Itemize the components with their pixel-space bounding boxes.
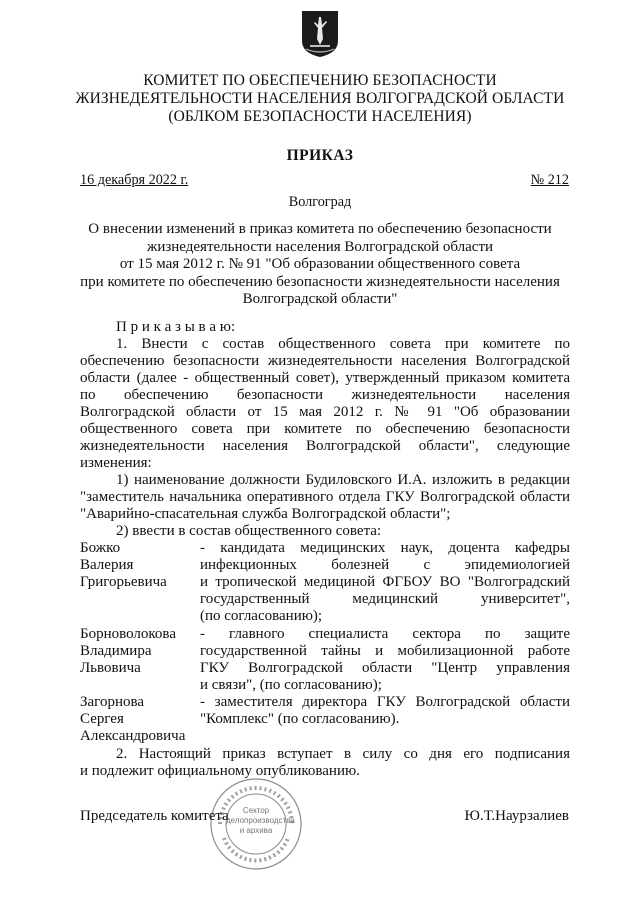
paragraph-line: обеспечению безопасности жизнедеятельности населения Волгоградской (80, 353, 570, 369)
document-subject (0, 221, 640, 309)
member-name-line: Владимира (80, 643, 152, 659)
document-city: Волгоград (288, 194, 352, 210)
committee-line: (ОБЛКОМ БЕЗОПАСНОСТИ НАСЕЛЕНИЯ) (168, 108, 472, 125)
member-name-line: Загорнова (80, 694, 145, 710)
subject-line: жизнедеятельности населения Волгоградской области (146, 238, 494, 255)
member-description (200, 540, 570, 625)
paragraph-line: 1. Внести с состав общественного совета при комитете по (116, 336, 570, 352)
member-desc-line: и тропической медициной ФГБОУ ВО "Волгоградский (200, 574, 570, 590)
stamp-text (226, 806, 295, 836)
member-name (80, 626, 200, 677)
member-name-line: Григорьевича (80, 574, 167, 590)
committee-line: КОМИТЕТ ПО ОБЕСПЕЧЕНИЮ БЕЗОПАСНОСТИ (143, 72, 497, 89)
committee-name (0, 72, 640, 126)
member-desc-line: - кандидата медицинских наук, доцента кафедры (200, 540, 570, 556)
paragraph-line: изменения: (80, 455, 152, 471)
member-name-line: Сергея (80, 711, 124, 727)
paragraph-line: и подлежит официальному опубликованию. (80, 763, 360, 779)
member-name (80, 540, 200, 591)
member-desc-line: - главного специалиста сектора по защите (200, 626, 570, 642)
order-word: П р и к а з ы в а ю: (116, 319, 236, 335)
document-number: № 212 (530, 172, 569, 188)
paragraph-line: области (далее - общественный совет), утвержденный приказом комитета (80, 370, 570, 386)
member-desc-line: ГКУ Волгоградской области "Центр управления (200, 660, 570, 676)
member-name-line: Божко (80, 540, 121, 556)
subject-line: О внесении изменений в приказ комитета по обеспечению безопасности (88, 221, 552, 237)
paragraph-line: "Аварийно-спасательная служба Волгоградской области"; (80, 506, 451, 522)
paragraph-line: общественного совета при комитете по обеспечению безопасности (80, 421, 570, 437)
paragraph-line: 1) наименование должности Будиловского И.А. изложить в редакции (116, 472, 570, 488)
member-desc-line: инфекционных болезней с эпидемиологией (200, 557, 570, 573)
member-name-line: Борноволокова (80, 626, 176, 642)
stamp-line: и архива (239, 826, 273, 835)
subitem-2: 2) ввести в состав общественного совета: (116, 523, 382, 539)
paragraph-line: по обеспечению безопасности жизнедеятельности населения (80, 387, 570, 403)
subject-line: Волгоградской области" (242, 291, 398, 307)
stamp-line: Сектор (242, 806, 270, 815)
member-desc-line: (по согласованию); (200, 608, 323, 624)
member-name-line: Александровича (80, 728, 186, 744)
signature-name: Ю.Т.Наурзалиев (464, 808, 569, 824)
paragraph-2 (80, 746, 570, 780)
member-name (80, 694, 200, 745)
member-name-line: Львовича (80, 660, 141, 676)
subject-line: при комитете по обеспечению безопасности жизнедеятельности населения (80, 273, 560, 290)
member-desc-line: "Комплекс" (по согласованию). (200, 711, 400, 727)
paragraph-1 (80, 336, 570, 472)
member-desc-line: - заместителя директора ГКУ Волгоградской области (200, 694, 570, 710)
paragraph-line: 2. Настоящий приказ вступает в силу со дня его подписания (116, 746, 570, 762)
member-description (200, 626, 570, 694)
document-type-title: ПРИКАЗ (286, 147, 354, 164)
member-description (200, 694, 570, 728)
member-desc-line: государственный медицинский университет", (200, 591, 570, 607)
subject-line: от 15 мая 2012 г. № 91 "Об образовании общественного совета (119, 256, 521, 272)
subitem-1 (80, 472, 570, 523)
member-name-line: Валерия (80, 557, 134, 573)
signature-position: Председатель комитета (80, 808, 229, 824)
committee-line: ЖИЗНЕДЕЯТЕЛЬНОСТИ НАСЕЛЕНИЯ ВОЛГОГРАДСКОЙ ОБЛАСТИ (75, 90, 565, 107)
paragraph-line: жизнедеятельности населения Волгоградской области", следующие (80, 438, 570, 454)
document-date: 16 декабря 2022 г. (80, 172, 189, 188)
member-desc-line: государственной тайны и мобилизационной работе (200, 643, 570, 659)
stamp-line: делопроизводства (226, 816, 295, 825)
paragraph-line: Волгоградской области от 15 мая 2012 г. № 91 "Об образовании (80, 404, 570, 420)
paragraph-line: "заместитель начальника оперативного отдела ГКУ Волгоградской области (80, 489, 570, 505)
volgograd-crest-emblem (300, 9, 340, 59)
member-desc-line: и связи", (по согласованию); (200, 677, 382, 693)
